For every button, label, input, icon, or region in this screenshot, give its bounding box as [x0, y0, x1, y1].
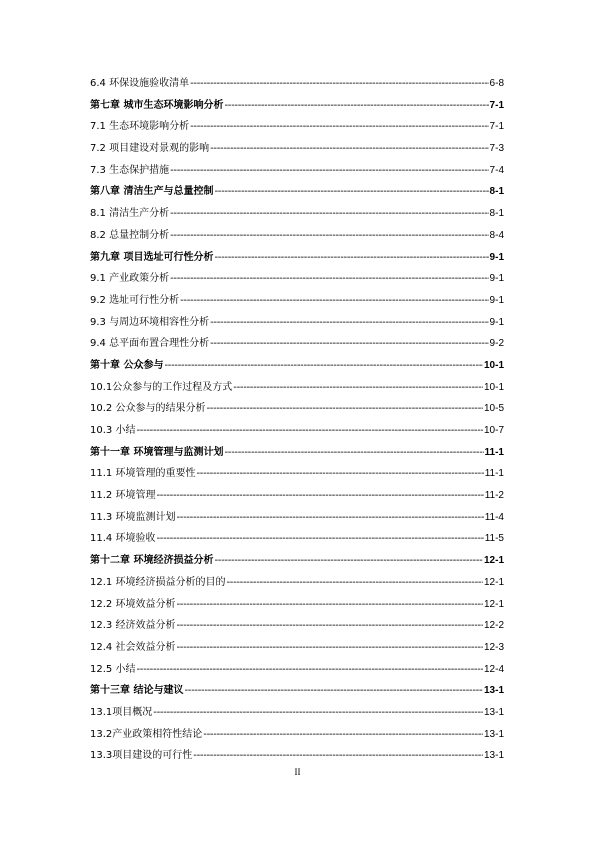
- toc-entry-title: 第九章 项目选址可行性分析: [90, 251, 214, 263]
- toc-section-entry[interactable]: [90, 138, 504, 160]
- toc-entry-page: 12-2: [483, 620, 504, 632]
- toc-dot-leader: [224, 442, 483, 464]
- toc-entry-page: 8-1: [489, 186, 504, 198]
- toc-entry-title: 第十一章 环境管理与监测计划: [90, 446, 224, 458]
- toc-entry-page: 11-4: [484, 511, 504, 523]
- toc-section-entry[interactable]: [90, 485, 504, 507]
- toc-chapter-entry[interactable]: [90, 550, 504, 572]
- toc-entry-page: 10-1: [483, 381, 504, 393]
- toc-section-entry[interactable]: [90, 268, 504, 290]
- toc-entry-title: 10.1公众参与的工作过程及方式: [90, 381, 233, 393]
- toc-entry-page: 13-1: [483, 685, 504, 697]
- toc-entry-page: 12-4: [483, 663, 504, 675]
- toc-section-entry[interactable]: [90, 290, 504, 312]
- toc-dot-leader: [176, 615, 483, 637]
- toc-entry-title: 11.2 环境管理: [90, 490, 156, 502]
- toc-entry-page: 13-1: [483, 750, 504, 762]
- toc-entry-title: 10.2 公众参与的结果分析: [90, 403, 206, 415]
- toc-entry-page: 9-2: [489, 338, 504, 350]
- toc-section-entry[interactable]: [90, 507, 504, 529]
- toc-section-entry[interactable]: [90, 203, 504, 225]
- toc-dot-leader: [164, 355, 483, 377]
- toc-entry-page: 13-1: [483, 706, 504, 718]
- toc-entry-page: 10-1: [483, 359, 504, 371]
- toc-section-entry[interactable]: [90, 333, 504, 355]
- toc-dot-leader: [156, 485, 483, 507]
- toc-section-entry[interactable]: [90, 73, 504, 95]
- toc-dot-leader: [180, 290, 488, 312]
- toc-entry-page: 13-1: [483, 728, 504, 740]
- toc-dot-leader: [176, 594, 483, 616]
- toc-chapter-entry[interactable]: [90, 680, 504, 702]
- toc-entry-page: 10-7: [483, 425, 504, 436]
- toc-entry-title: 第七章 城市生态环境影响分析: [90, 99, 224, 111]
- toc-chapter-entry[interactable]: [90, 247, 504, 269]
- toc-section-entry[interactable]: [90, 659, 504, 681]
- toc-entry-title: 11.3 环境监测计划: [90, 511, 176, 523]
- toc-dot-leader: [136, 659, 483, 681]
- toc-entry-title: 11.4 环境验收: [90, 533, 156, 545]
- toc-entry-title: 12.5 小结: [90, 663, 136, 675]
- toc-dot-leader: [210, 138, 488, 160]
- toc-entry-page: 11-5: [484, 533, 504, 545]
- toc-entry-title: 13.2产业政策相符性结论: [90, 728, 203, 740]
- toc-chapter-entry[interactable]: [90, 442, 504, 464]
- toc-section-entry[interactable]: [90, 225, 504, 247]
- toc-entry-page: 6-8: [489, 78, 504, 89]
- toc-entry-title: 12.1 环境经济损益分析的目的: [90, 576, 226, 588]
- toc-entry-page: 12-1: [483, 576, 504, 588]
- toc-dot-leader: [214, 550, 483, 572]
- toc-section-entry[interactable]: [90, 398, 504, 420]
- toc-dot-leader: [214, 247, 488, 269]
- toc-section-entry[interactable]: [90, 312, 504, 334]
- toc-dot-leader: [176, 507, 483, 529]
- toc-entry-title: 第八章 清洁生产与总量控制: [90, 186, 214, 198]
- toc-entry-title: 7.3 生态保护措施: [90, 164, 170, 176]
- toc-section-entry[interactable]: [90, 528, 504, 550]
- toc-chapter-entry[interactable]: [90, 95, 504, 117]
- toc-dot-leader: [136, 420, 483, 442]
- toc-entry-title: 第十三章 结论与建议: [90, 685, 184, 697]
- toc-chapter-entry[interactable]: [90, 355, 504, 377]
- toc-entry-title: 7.1 生态环境影响分析: [90, 121, 190, 133]
- toc-dot-leader: [210, 312, 488, 334]
- toc-entry-page: 11-1: [484, 468, 504, 480]
- toc-dot-leader: [170, 225, 488, 247]
- toc-entry-title: 8.2 总量控制分析: [90, 229, 170, 241]
- toc-dot-leader: [203, 724, 483, 746]
- toc-dot-leader: [153, 702, 483, 724]
- toc-dot-leader: [170, 160, 488, 182]
- toc-section-entry[interactable]: [90, 377, 504, 399]
- toc-dot-leader: [170, 203, 488, 225]
- toc-dot-leader: [206, 398, 483, 420]
- toc-entry-title: 7.2 项目建设对景观的影响: [90, 143, 210, 155]
- toc-dot-leader: [196, 463, 483, 485]
- toc-entry-title: 11.1 环境管理的重要性: [90, 468, 196, 480]
- toc-entry-title: 13.3项目建设的可行性: [90, 750, 193, 762]
- toc-section-entry[interactable]: [90, 615, 504, 637]
- table-of-contents: [90, 73, 504, 767]
- page-number: II: [294, 767, 301, 777]
- toc-entry-page: 9-1: [489, 294, 504, 306]
- toc-dot-leader: [224, 95, 488, 117]
- toc-entry-page: 10-5: [483, 403, 504, 415]
- toc-entry-page: 12-3: [483, 641, 504, 653]
- toc-section-entry[interactable]: [90, 116, 504, 138]
- toc-chapter-entry[interactable]: [90, 181, 504, 203]
- toc-dot-leader: [156, 528, 483, 550]
- toc-dot-leader: [190, 73, 488, 95]
- toc-dot-leader: [210, 333, 488, 355]
- toc-entry-page: 7-1: [489, 99, 504, 111]
- toc-entry-title: 9.3 与周边环境相容性分析: [90, 316, 210, 328]
- toc-entry-title: 8.1 清洁生产分析: [90, 208, 170, 220]
- toc-section-entry[interactable]: [90, 572, 504, 594]
- toc-dot-leader: [184, 680, 483, 702]
- toc-entry-title: 13.1项目概况: [90, 706, 153, 718]
- toc-entry-title: 9.1 产业政策分析: [90, 273, 170, 285]
- toc-dot-leader: [190, 116, 488, 138]
- toc-entry-page: 8-4: [489, 229, 504, 241]
- toc-entry-page: 9-1: [489, 251, 504, 263]
- toc-entry-title: 6.4 环保设施验收清单: [90, 78, 190, 89]
- toc-dot-leader: [214, 181, 488, 203]
- toc-dot-leader: [233, 377, 483, 399]
- toc-dot-leader: [176, 637, 483, 659]
- toc-dot-leader: [226, 572, 483, 594]
- toc-section-entry[interactable]: [90, 594, 504, 616]
- toc-section-entry[interactable]: [90, 463, 504, 485]
- toc-entry-title: 第十章 公众参与: [90, 359, 164, 371]
- toc-section-entry[interactable]: [90, 160, 504, 182]
- toc-entry-page: 8-1: [489, 208, 504, 220]
- toc-entry-page: 7-4: [489, 164, 504, 176]
- toc-entry-page: 11-1: [484, 446, 504, 458]
- toc-entry-page: 12-1: [483, 555, 504, 567]
- toc-entry-page: 11-2: [484, 490, 504, 502]
- toc-dot-leader: [170, 268, 488, 290]
- toc-entry-title: 12.3 经济效益分析: [90, 620, 176, 632]
- toc-entry-title: 12.2 环境效益分析: [90, 598, 176, 610]
- toc-section-entry[interactable]: [90, 724, 504, 746]
- toc-entry-title: 10.3 小结: [90, 425, 136, 436]
- toc-dot-leader: [193, 745, 483, 767]
- toc-entry-page: 7-3: [489, 143, 504, 155]
- toc-section-entry[interactable]: [90, 702, 504, 724]
- toc-section-entry[interactable]: [90, 745, 504, 767]
- toc-entry-title: 9.4 总平面布置合理性分析: [90, 338, 210, 350]
- toc-entry-title: 9.2 选址可行性分析: [90, 294, 180, 306]
- toc-entry-page: 7-1: [489, 121, 504, 133]
- toc-entry-page: 12-1: [483, 598, 504, 610]
- toc-entry-title: 第十二章 环境经济损益分析: [90, 555, 214, 567]
- toc-section-entry[interactable]: [90, 637, 504, 659]
- toc-entry-page: 9-1: [489, 273, 504, 285]
- toc-entry-title: 12.4 社会效益分析: [90, 641, 176, 653]
- toc-section-entry[interactable]: [90, 420, 504, 442]
- toc-entry-page: 9-1: [489, 316, 504, 328]
